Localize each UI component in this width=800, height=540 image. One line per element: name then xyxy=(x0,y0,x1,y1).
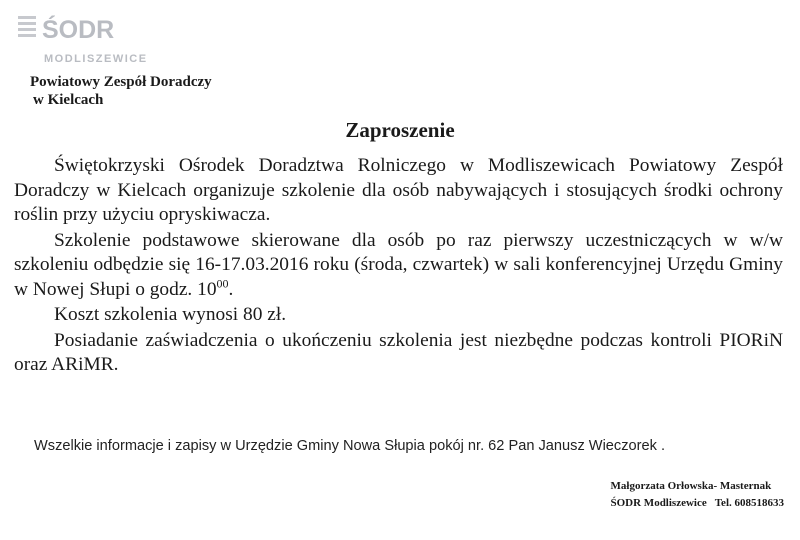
paragraph-4-text: Posiadanie zaświadczenia o ukończeniu szkolenia jest niezbędne podczas kontroli PIORiN oraz ARiMR. xyxy=(14,329,783,375)
paragraph-2 xyxy=(14,229,783,303)
org-line-2: w Kielcach xyxy=(33,92,104,108)
signature-name: Małgorzata Orłowska- Masternak xyxy=(610,480,772,492)
paragraph-3 xyxy=(14,303,783,328)
logo-name: ŚODR xyxy=(42,16,115,44)
document-title: Zaproszenie xyxy=(345,118,455,142)
signature-block xyxy=(611,478,785,512)
info-text: Wszelkie informacje i zapisy w Urzędzie Gminy Nowa Słupia pokój nr. 62 Pan Janusz Wieczorek . xyxy=(34,438,666,454)
paragraph-2-end: . xyxy=(228,278,234,300)
paragraph-1-text: Świętokrzyski Ośrodek Doradztwa Rolniczego w Modliszewicach Powiatowy Zespół Doradczy w Kielcach organizuje szkolenie dla osób nabywających i stosujących środki ochrony roślin przy użyciu opryskiwacza. xyxy=(14,155,783,225)
paragraph-4 xyxy=(14,329,783,378)
signature-tel: Tel. 608518633 xyxy=(714,497,784,509)
signature-org: ŚODR Modliszewice xyxy=(610,497,707,509)
document-body xyxy=(14,154,783,378)
sodr-logo xyxy=(14,6,148,72)
paragraph-3-text: Koszt szkolenia wynosi 80 zł. xyxy=(54,304,287,325)
signature-org-line xyxy=(611,495,785,512)
org-line-1: Powiatowy Zespół Doradczy xyxy=(30,74,212,90)
logo-subtitle: MODLISZEWICE xyxy=(44,53,148,65)
logo-wave-icon xyxy=(16,10,40,46)
hour-superscript: 00 xyxy=(216,276,229,291)
paragraph-2-text: Szkolenie podstawowe skierowane dla osób po raz pierwszy uczestniczących w w/w szkoleniu odbędzie się 16-17.03.2016 roku (środa, czwartek) w sali konferencyjnej Urzędu Gminy w Nowej Słupi o godz. 10 xyxy=(14,229,783,300)
organization-header xyxy=(30,73,212,109)
paragraph-1 xyxy=(14,154,783,228)
info-note xyxy=(14,436,784,457)
info-paragraph xyxy=(14,436,784,457)
